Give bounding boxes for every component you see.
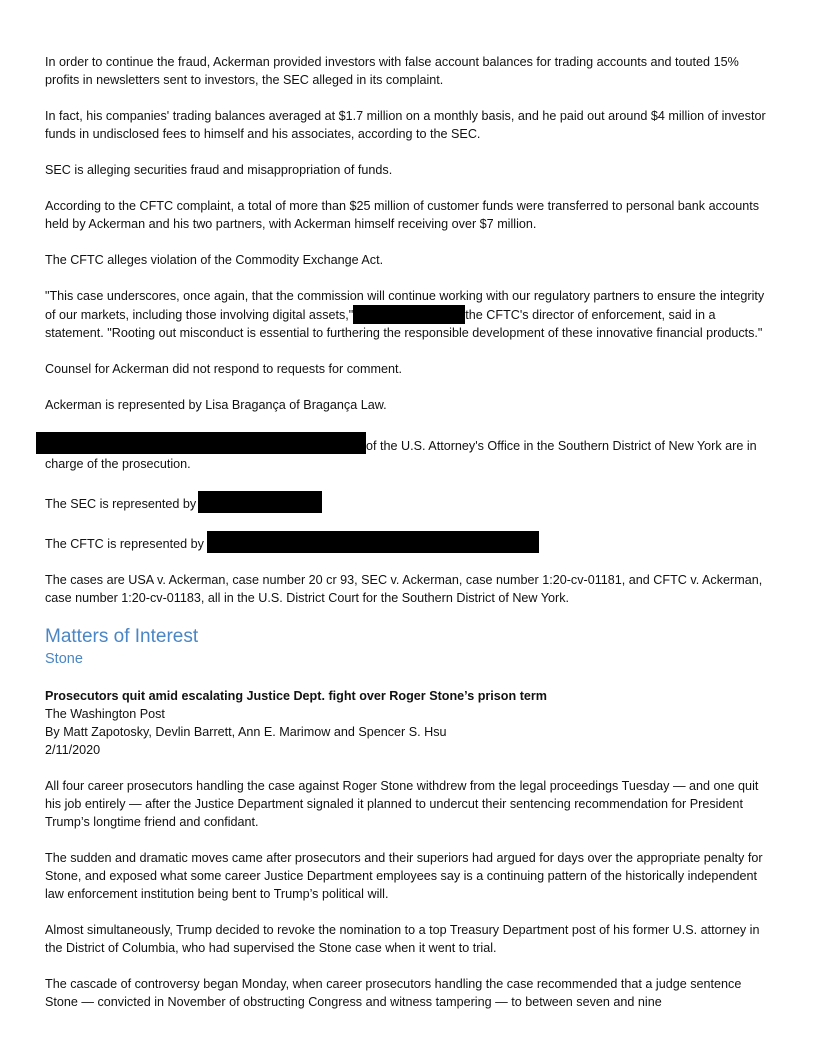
document-page [45, 53, 775, 1029]
article-title: Prosecutors quit amid escalating Justice Dept. fight over Roger Stone’s prison term [45, 689, 547, 703]
article-byline: By Matt Zapotosky, Devlin Barrett, Ann E. Marimow and Spencer S. Hsu [45, 725, 447, 739]
article-paragraph: Almost simultaneously, Trump decided to revoke the nomination to a top Treasury Department post of his former U.S. attorney in the District of Columbia, who had supervised the Stone case when it went to trial. [45, 923, 760, 955]
quote-after: the CFTC's director of enforcement, said in a statement. "Rooting out misconduct is essential to furthering the responsible development of these innovative financial products." [45, 308, 763, 340]
paragraph-cftc-violation: The CFTC alleges violation of the Commodity Exchange Act. [45, 253, 384, 267]
paragraph-balances: In fact, his companies' trading balances averaged at $1.7 million on a monthly basis, and he paid out around $4 million of investor funds in undisclosed fees to himself and his associates, according to the SEC. [45, 109, 766, 141]
article-source: The Washington Post [45, 707, 165, 721]
cftc-rep-text: The CFTC is represented by [45, 537, 204, 551]
paragraph-cftc-complaint: According to the CFTC complaint, a total of more than $25 million of customer funds were transferred to personal bank accounts held by Ackerman and his two partners, with Ackerman himself receiving over $7 million. [45, 199, 760, 231]
paragraph-prosecution [45, 432, 775, 473]
article-header [45, 687, 775, 759]
article-paragraph: The sudden and dramatic moves came after prosecutors and their superiors had argued for days over the appropriate penalty for Stone, and exposed what some career Justice Department employees say is a continuing pattern of the historically independent law enforcement institution being bent to Trump’s political will. [45, 851, 763, 901]
section-title: Matters of Interest [45, 626, 199, 647]
sec-rep-text: The SEC is represented by [45, 497, 197, 511]
redaction-bar [36, 432, 366, 454]
redaction-bar [207, 531, 539, 553]
paragraph-counsel: Counsel for Ackerman did not respond to requests for comment. [45, 362, 403, 376]
paragraph-quote [45, 287, 775, 342]
paragraph-sec-allegation: SEC is alleging securities fraud and misappropriation of funds. [45, 163, 393, 177]
paragraph-sec-rep [45, 491, 775, 513]
article-paragraph: The cascade of controversy began Monday, when career prosecutors handling the case recommended that a judge sentence Stone — convicted in November of obstructing Congress and witness tampering — to between seven and nine [45, 977, 742, 1009]
prosecution-text: of the U.S. Attorney's Office in the Southern District of New York are in charge of the prosecution. [45, 439, 757, 471]
quote-before: "This case underscores, once again, that the commission will continue working with our regulatory partners to ensure the integrity of our markets, including those involving digital assets," [45, 289, 765, 322]
article-paragraph: All four career prosecutors handling the case against Roger Stone withdrew from the legal proceedings Tuesday — and one quit his job entirely — after the Justice Department signaled it planned to undercut their sentencing recommendation for President Trump’s longtime friend and confidant. [45, 779, 759, 829]
redaction-bar [353, 305, 465, 324]
paragraph-cases: The cases are USA v. Ackerman, case number 20 cr 93, SEC v. Ackerman, case number 1:20-cv-01181, and CFTC v. Ackerman, case number 1:20-cv-01183, all in the U.S. District Court for the Southern District of New York. [45, 573, 763, 605]
paragraph-fraud: In order to continue the fraud, Ackerman provided investors with false account balances for trading accounts and touted 15% profits in newsletters sent to investors, the SEC alleged in its complaint. [45, 55, 739, 87]
article-date: 2/11/2020 [45, 743, 101, 757]
section-subtitle: Stone [45, 651, 83, 667]
redaction-bar [198, 491, 322, 513]
paragraph-cftc-rep [45, 531, 775, 553]
paragraph-represented: Ackerman is represented by Lisa Bragança of Bragança Law. [45, 398, 387, 412]
